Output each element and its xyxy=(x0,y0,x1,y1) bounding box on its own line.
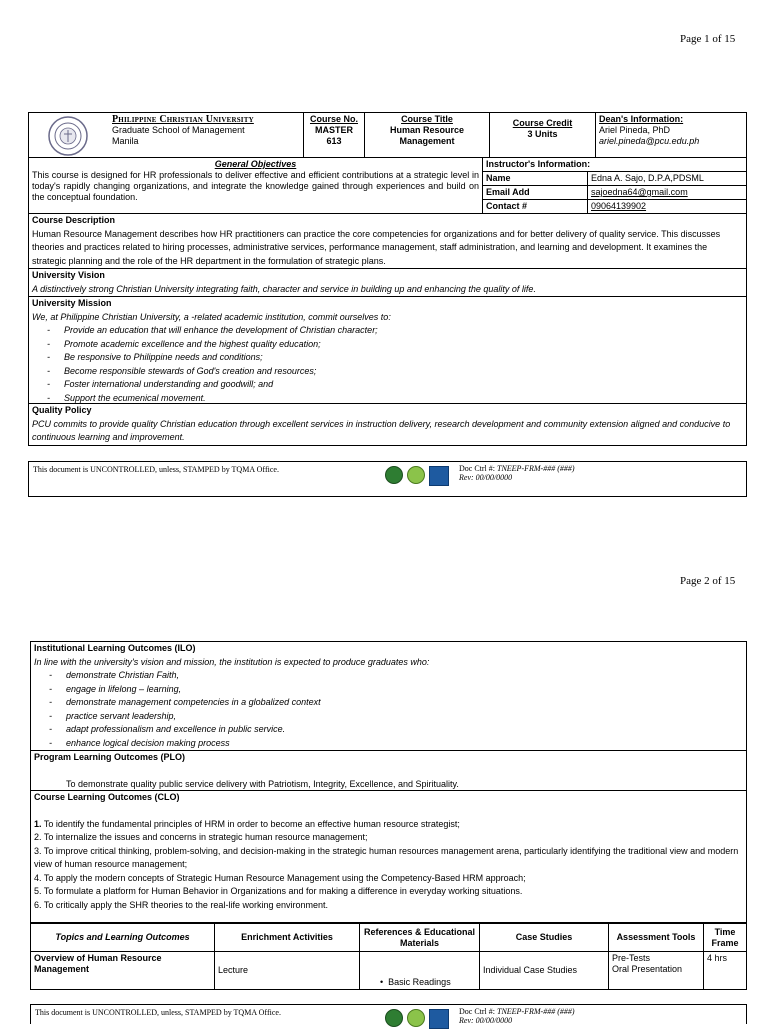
assessment-cell xyxy=(609,952,704,990)
rev-value: 00/00/0000 xyxy=(475,473,513,482)
city: Manila xyxy=(112,136,139,146)
course-description-section xyxy=(28,214,747,269)
plo-label: Program Learning Outcomes (PLO) xyxy=(34,752,186,762)
ilo-label: Institutional Learning Outcomes (ILO) xyxy=(34,643,196,653)
course-title-cell xyxy=(365,113,490,158)
list-item: - Support the ecumenical movement. xyxy=(64,392,743,406)
course-credit-cell xyxy=(490,113,596,158)
list-item: - Promote academic excellence and the highest quality education; xyxy=(64,338,743,352)
case-cell: Individual Case Studies xyxy=(480,952,609,990)
dean-name: Ariel Pineda, PhD xyxy=(599,125,671,135)
footer-notice: This document is UNCONTROLLED, unless, STAMPED by TQMA Office. xyxy=(33,465,279,474)
quality-policy-text: PCU commits to provide quality Christian education through excellent services in instruction delivery, research development and community extension aligned and conducive to continuous learning and improvement. xyxy=(32,418,731,442)
rev-value: 00/00/0000 xyxy=(475,1016,513,1025)
course-title-value: Human Resource xyxy=(389,125,465,135)
dean-label: Dean's Information: xyxy=(599,114,684,124)
doc-ctrl-label: Doc Ctrl #: xyxy=(459,1007,497,1016)
dean-cell xyxy=(596,113,747,158)
mission-section xyxy=(28,297,747,404)
certification-logo-icon xyxy=(385,466,403,484)
course-no-value: MASTER xyxy=(315,125,353,135)
table-row xyxy=(31,952,747,990)
vision-text: A distinctively strong Christian University integrating faith, character and service in building up and enhancing the quality of life. xyxy=(32,283,536,294)
school-name: Graduate School of Management xyxy=(112,125,245,135)
page-number: Page 1 of 15 xyxy=(680,33,736,45)
course-title-value-2: Management xyxy=(399,136,455,146)
references-cell: • Basic Readings xyxy=(360,952,480,990)
course-header-table xyxy=(28,112,747,158)
general-objectives-label: General Objectives xyxy=(214,159,297,169)
general-objectives-cell xyxy=(29,158,483,214)
dean-email: ariel.pineda@pcu.edu.ph xyxy=(599,136,700,146)
seal-cell xyxy=(29,113,110,158)
university-name: Philippine Christian University xyxy=(112,114,254,125)
course-description-text: Human Resource Management describes how HR practitioners can practice the core competencies for organizations and for better delivery of quality service. This discusses theories and practices related to hiring processes, administrative services, performance management, staff administration, and learning and development. It examines the strategic planning and the role of the HR department in the formulation of strategic plans. xyxy=(32,228,721,266)
mission-label: University Mission xyxy=(32,298,112,308)
document-footer xyxy=(28,461,747,497)
list-item: 2. To internalize the issues and concerns in strategic human resource management; xyxy=(34,832,368,842)
list-item: - adapt professionalism and excellence in public service. xyxy=(66,723,743,737)
table-header: Assessment Tools xyxy=(609,924,704,952)
course-no-value-2: 613 xyxy=(326,136,342,146)
list-item: - demonstrate management competencies in a globalized context xyxy=(66,696,743,710)
doc-ctrl-value: TNEEP-FRM-### (###) xyxy=(497,1007,575,1016)
objectives-table xyxy=(28,157,747,214)
list-item: - practice servant leadership, xyxy=(66,710,743,724)
plo-text: To demonstrate quality public service delivery with Patriotism, Integrity, Excellence, and Spirituality. xyxy=(66,778,459,789)
doc-ctrl-label: Doc Ctrl #: xyxy=(459,464,497,473)
time-cell: 4 hrs xyxy=(704,952,747,990)
doc-ctrl-value: TNEEP-FRM-### (###) xyxy=(497,464,575,473)
table-header: Enrichment Activities xyxy=(215,924,360,952)
syllabus-table xyxy=(30,923,747,990)
instructor-email-label: Email Add xyxy=(483,186,588,200)
list-item: - demonstrate Christian Faith, xyxy=(66,669,743,683)
plo-section xyxy=(30,751,747,791)
list-item: - Foster international understanding and goodwill; and xyxy=(64,378,743,392)
vision-section xyxy=(28,269,747,297)
course-credit-value: 3 Units xyxy=(527,129,558,139)
table-header: Time Frame xyxy=(704,924,747,952)
table-header: Topics and Learning Outcomes xyxy=(31,924,215,952)
accreditation-logo-icon xyxy=(429,466,449,486)
vision-label: University Vision xyxy=(32,270,105,280)
list-item: 3. To improve critical thinking, problem-solving, and decision-making in the strategic human resources management arena, particularly identifying the traditional view and modern view of human resource management; xyxy=(34,845,739,869)
certification-logo-icon xyxy=(385,1009,403,1027)
instructor-contact-label: Contact # xyxy=(483,200,588,214)
document-footer-2 xyxy=(30,1004,747,1024)
course-no-label: Course No. xyxy=(309,114,358,124)
mission-list xyxy=(32,324,743,405)
course-credit-label: Course Credit xyxy=(512,118,573,128)
general-objectives-text: This course is designed for HR professionals to deliver effective and efficient contributions at a strategic level in today's rapidly changing organizations, and integrate the knowledge gained through experiences and build on the conceptual foundation. xyxy=(32,170,479,202)
accreditation-logo-icon xyxy=(429,1009,449,1029)
topic-cell: Overview of Human Resource Management xyxy=(31,952,215,990)
table-header: References & Educational Materials xyxy=(360,924,480,952)
page-number-2: Page 2 of 15 xyxy=(680,575,736,587)
ilo-section xyxy=(30,641,747,751)
instructor-name-label: Name xyxy=(483,172,588,186)
course-description-label: Course Description xyxy=(32,215,116,225)
enrichment-cell: Lecture xyxy=(215,952,360,990)
clo-label: Course Learning Outcomes (CLO) xyxy=(34,792,180,802)
table-header: Case Studies xyxy=(480,924,609,952)
instructor-contact-value[interactable]: 09064139902 xyxy=(588,200,747,214)
list-item: 1. To identify the fundamental principles of HRM in order to become an effective human resource strategist; xyxy=(34,818,460,829)
ilo-list xyxy=(34,669,743,750)
reference-item: Basic Readings xyxy=(388,977,451,987)
list-item: - enhance logical decision making process xyxy=(66,737,743,751)
rev-label: Rev: xyxy=(459,473,476,482)
instructor-label: Instructor's Information: xyxy=(483,158,747,172)
rev-label: Rev: xyxy=(459,1016,476,1025)
course-no-cell xyxy=(304,113,365,158)
university-cell xyxy=(109,113,304,158)
list-item: - Provide an education that will enhance the development of Christian character; xyxy=(64,324,743,338)
assessment-item: Pre-Tests xyxy=(612,953,651,963)
footer-notice: This document is UNCONTROLLED, unless, STAMPED by TQMA Office. xyxy=(35,1008,281,1017)
instructor-name-value: Edna A. Sajo, D.P.A,PDSML xyxy=(588,172,747,186)
list-item: 4. To apply the modern concepts of Strategic Human Resource Management using the Competency-Based HRM approach; xyxy=(34,872,526,883)
quality-policy-label: Quality Policy xyxy=(32,405,92,415)
course-title-label: Course Title xyxy=(401,114,453,124)
doc-control-block xyxy=(459,1007,575,1025)
mission-intro: We, at Philippine Christian University, a -related academic institution, commit ourselves to: xyxy=(32,311,391,322)
list-item: - Become responsible stewards of God's creation and resources; xyxy=(64,365,743,379)
ilo-intro: In line with the university's vision and mission, the institution is expected to produce graduates who: xyxy=(34,656,430,667)
quality-policy-section xyxy=(28,404,747,446)
clo-section xyxy=(30,791,747,923)
list-item: 6. To critically apply the SHR theories to the real-life working environment. xyxy=(34,899,328,910)
instructor-email-value[interactable]: sajoedna64@gmail.com xyxy=(588,186,747,200)
university-seal-icon xyxy=(47,115,89,157)
iso-logo-icon xyxy=(407,466,425,484)
iso-logo-icon xyxy=(407,1009,425,1027)
list-item: - engage in lifelong – learning, xyxy=(66,683,743,697)
list-item: - Be responsive to Philippine needs and conditions; xyxy=(64,351,743,365)
assessment-item: Oral Presentation xyxy=(612,964,683,974)
doc-control-block xyxy=(459,464,575,482)
list-item: 5. To formulate a platform for Human Behavior in Organizations and for making a difference in everyday working situations. xyxy=(34,886,523,896)
